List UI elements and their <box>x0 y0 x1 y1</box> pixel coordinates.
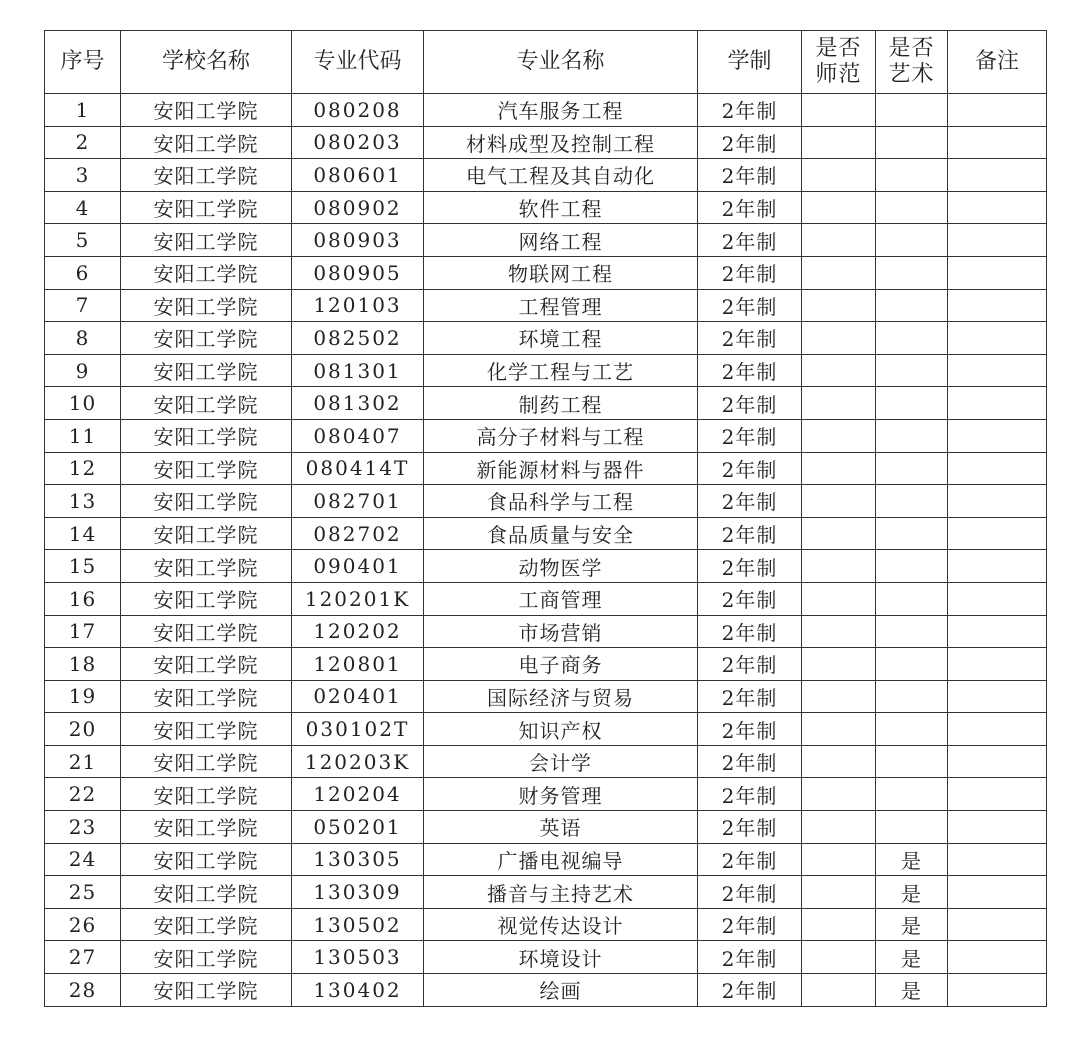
cell-code: 130402 <box>292 974 424 1007</box>
cell-major: 电气工程及其自动化 <box>424 159 698 192</box>
cell-art <box>876 615 948 648</box>
cell-remarks <box>948 615 1047 648</box>
cell-index: 19 <box>45 680 121 713</box>
header-remarks: 备注 <box>948 31 1047 94</box>
cell-school: 安阳工学院 <box>121 289 292 322</box>
table-row <box>45 745 1047 778</box>
cell-school: 安阳工学院 <box>121 713 292 746</box>
table-row <box>45 485 1047 518</box>
cell-normal <box>802 322 876 355</box>
table-row <box>45 550 1047 583</box>
header-art-line1: 是否 <box>888 36 935 61</box>
cell-code: 080601 <box>292 159 424 192</box>
cell-school: 安阳工学院 <box>121 811 292 844</box>
header-index: 序号 <box>45 31 121 94</box>
cell-remarks <box>948 941 1047 974</box>
cell-index: 3 <box>45 159 121 192</box>
cell-code: 081302 <box>292 387 424 420</box>
cell-normal <box>802 615 876 648</box>
cell-normal <box>802 224 876 257</box>
cell-duration: 2年制 <box>698 354 802 387</box>
cell-duration: 2年制 <box>698 94 802 127</box>
cell-remarks <box>948 256 1047 289</box>
cell-major: 工商管理 <box>424 582 698 615</box>
cell-duration: 2年制 <box>698 256 802 289</box>
cell-major: 英语 <box>424 811 698 844</box>
cell-art <box>876 778 948 811</box>
cell-major: 动物医学 <box>424 550 698 583</box>
cell-remarks <box>948 191 1047 224</box>
cell-major: 绘画 <box>424 974 698 1007</box>
cell-major: 食品科学与工程 <box>424 485 698 518</box>
cell-major: 市场营销 <box>424 615 698 648</box>
table-row <box>45 289 1047 322</box>
cell-art <box>876 582 948 615</box>
cell-remarks <box>948 876 1047 909</box>
cell-remarks <box>948 974 1047 1007</box>
cell-duration: 2年制 <box>698 191 802 224</box>
cell-normal <box>802 908 876 941</box>
cell-code: 090401 <box>292 550 424 583</box>
cell-art <box>876 159 948 192</box>
table-row <box>45 713 1047 746</box>
cell-art <box>876 485 948 518</box>
cell-normal <box>802 778 876 811</box>
cell-major: 会计学 <box>424 745 698 778</box>
cell-normal <box>802 419 876 452</box>
cell-art <box>876 289 948 322</box>
cell-remarks <box>948 387 1047 420</box>
table-row <box>45 582 1047 615</box>
cell-normal <box>802 354 876 387</box>
cell-remarks <box>948 485 1047 518</box>
cell-duration: 2年制 <box>698 615 802 648</box>
cell-code: 050201 <box>292 811 424 844</box>
cell-index: 27 <box>45 941 121 974</box>
cell-duration: 2年制 <box>698 289 802 322</box>
cell-school: 安阳工学院 <box>121 224 292 257</box>
cell-normal <box>802 745 876 778</box>
cell-art <box>876 517 948 550</box>
table-row <box>45 126 1047 159</box>
cell-normal <box>802 811 876 844</box>
cell-school: 安阳工学院 <box>121 354 292 387</box>
cell-art: 是 <box>876 908 948 941</box>
cell-art: 是 <box>876 843 948 876</box>
cell-school: 安阳工学院 <box>121 419 292 452</box>
cell-school: 安阳工学院 <box>121 582 292 615</box>
cell-code: 082502 <box>292 322 424 355</box>
cell-school: 安阳工学院 <box>121 126 292 159</box>
cell-school: 安阳工学院 <box>121 322 292 355</box>
cell-duration: 2年制 <box>698 941 802 974</box>
cell-duration: 2年制 <box>698 582 802 615</box>
cell-duration: 2年制 <box>698 745 802 778</box>
cell-art: 是 <box>876 876 948 909</box>
cell-code: 030102T <box>292 713 424 746</box>
cell-major: 国际经济与贸易 <box>424 680 698 713</box>
cell-index: 8 <box>45 322 121 355</box>
cell-normal <box>802 974 876 1007</box>
cell-duration: 2年制 <box>698 811 802 844</box>
cell-remarks <box>948 126 1047 159</box>
header-normal <box>802 31 876 94</box>
cell-art <box>876 419 948 452</box>
cell-code: 130305 <box>292 843 424 876</box>
cell-normal <box>802 191 876 224</box>
cell-index: 12 <box>45 452 121 485</box>
cell-duration: 2年制 <box>698 485 802 518</box>
table-row <box>45 843 1047 876</box>
cell-remarks <box>948 94 1047 127</box>
cell-index: 28 <box>45 974 121 1007</box>
cell-art <box>876 256 948 289</box>
cell-remarks <box>948 517 1047 550</box>
cell-code: 081301 <box>292 354 424 387</box>
cell-school: 安阳工学院 <box>121 517 292 550</box>
cell-index: 15 <box>45 550 121 583</box>
cell-index: 1 <box>45 94 121 127</box>
cell-art <box>876 354 948 387</box>
cell-code: 080903 <box>292 224 424 257</box>
cell-index: 10 <box>45 387 121 420</box>
cell-major: 化学工程与工艺 <box>424 354 698 387</box>
header-art-line2: 艺术 <box>888 62 935 87</box>
header-school: 学校名称 <box>121 31 292 94</box>
cell-remarks <box>948 778 1047 811</box>
cell-code: 020401 <box>292 680 424 713</box>
cell-code: 082702 <box>292 517 424 550</box>
cell-duration: 2年制 <box>698 419 802 452</box>
cell-index: 26 <box>45 908 121 941</box>
cell-major: 制药工程 <box>424 387 698 420</box>
cell-major: 食品质量与安全 <box>424 517 698 550</box>
cell-major: 财务管理 <box>424 778 698 811</box>
cell-art <box>876 126 948 159</box>
table-row <box>45 680 1047 713</box>
cell-duration: 2年制 <box>698 387 802 420</box>
cell-duration: 2年制 <box>698 843 802 876</box>
cell-remarks <box>948 811 1047 844</box>
cell-remarks <box>948 582 1047 615</box>
cell-normal <box>802 126 876 159</box>
cell-duration: 2年制 <box>698 908 802 941</box>
cell-art <box>876 224 948 257</box>
cell-art <box>876 713 948 746</box>
table-row <box>45 648 1047 681</box>
cell-school: 安阳工学院 <box>121 615 292 648</box>
cell-art: 是 <box>876 941 948 974</box>
cell-code: 120801 <box>292 648 424 681</box>
cell-remarks <box>948 452 1047 485</box>
table-row <box>45 256 1047 289</box>
table-body <box>45 94 1047 1007</box>
cell-remarks <box>948 550 1047 583</box>
cell-major: 汽车服务工程 <box>424 94 698 127</box>
table-row <box>45 615 1047 648</box>
table-row <box>45 94 1047 127</box>
cell-normal <box>802 289 876 322</box>
cell-duration: 2年制 <box>698 452 802 485</box>
cell-major: 知识产权 <box>424 713 698 746</box>
table-row <box>45 517 1047 550</box>
cell-normal <box>802 485 876 518</box>
cell-school: 安阳工学院 <box>121 974 292 1007</box>
cell-school: 安阳工学院 <box>121 256 292 289</box>
table-row <box>45 322 1047 355</box>
table-row <box>45 974 1047 1007</box>
table-row <box>45 908 1047 941</box>
cell-remarks <box>948 289 1047 322</box>
cell-index: 23 <box>45 811 121 844</box>
table-row <box>45 354 1047 387</box>
cell-normal <box>802 713 876 746</box>
cell-index: 11 <box>45 419 121 452</box>
cell-duration: 2年制 <box>698 159 802 192</box>
cell-index: 17 <box>45 615 121 648</box>
cell-major: 电子商务 <box>424 648 698 681</box>
cell-remarks <box>948 713 1047 746</box>
cell-code: 130309 <box>292 876 424 909</box>
table-row <box>45 778 1047 811</box>
cell-normal <box>802 94 876 127</box>
cell-major: 新能源材料与器件 <box>424 452 698 485</box>
cell-normal <box>802 582 876 615</box>
cell-normal <box>802 876 876 909</box>
cell-duration: 2年制 <box>698 648 802 681</box>
cell-code: 120103 <box>292 289 424 322</box>
cell-remarks <box>948 419 1047 452</box>
cell-remarks <box>948 680 1047 713</box>
cell-code: 120203K <box>292 745 424 778</box>
header-code: 专业代码 <box>292 31 424 94</box>
cell-school: 安阳工学院 <box>121 745 292 778</box>
cell-index: 16 <box>45 582 121 615</box>
cell-school: 安阳工学院 <box>121 191 292 224</box>
cell-index: 4 <box>45 191 121 224</box>
cell-code: 120202 <box>292 615 424 648</box>
cell-art <box>876 680 948 713</box>
cell-art <box>876 745 948 778</box>
cell-major: 广播电视编导 <box>424 843 698 876</box>
header-art <box>876 31 948 94</box>
cell-remarks <box>948 843 1047 876</box>
cell-remarks <box>948 322 1047 355</box>
cell-major: 物联网工程 <box>424 256 698 289</box>
table-row <box>45 387 1047 420</box>
cell-duration: 2年制 <box>698 974 802 1007</box>
cell-index: 5 <box>45 224 121 257</box>
cell-index: 6 <box>45 256 121 289</box>
cell-index: 9 <box>45 354 121 387</box>
cell-duration: 2年制 <box>698 126 802 159</box>
cell-code: 080407 <box>292 419 424 452</box>
cell-school: 安阳工学院 <box>121 485 292 518</box>
cell-art <box>876 550 948 583</box>
cell-code: 082701 <box>292 485 424 518</box>
cell-art <box>876 94 948 127</box>
table-row <box>45 452 1047 485</box>
header-row <box>45 31 1047 94</box>
cell-code: 080203 <box>292 126 424 159</box>
cell-school: 安阳工学院 <box>121 648 292 681</box>
cell-code: 120201K <box>292 582 424 615</box>
cell-school: 安阳工学院 <box>121 159 292 192</box>
cell-school: 安阳工学院 <box>121 550 292 583</box>
cell-remarks <box>948 908 1047 941</box>
cell-normal <box>802 648 876 681</box>
cell-major: 软件工程 <box>424 191 698 224</box>
header-duration: 学制 <box>698 31 802 94</box>
cell-normal <box>802 387 876 420</box>
cell-normal <box>802 941 876 974</box>
cell-code: 130502 <box>292 908 424 941</box>
cell-school: 安阳工学院 <box>121 843 292 876</box>
cell-school: 安阳工学院 <box>121 876 292 909</box>
cell-normal <box>802 517 876 550</box>
cell-index: 21 <box>45 745 121 778</box>
cell-code: 080208 <box>292 94 424 127</box>
cell-school: 安阳工学院 <box>121 94 292 127</box>
cell-major: 工程管理 <box>424 289 698 322</box>
cell-school: 安阳工学院 <box>121 387 292 420</box>
cell-code: 080414T <box>292 452 424 485</box>
cell-duration: 2年制 <box>698 224 802 257</box>
cell-major: 环境工程 <box>424 322 698 355</box>
cell-remarks <box>948 159 1047 192</box>
cell-remarks <box>948 745 1047 778</box>
cell-index: 14 <box>45 517 121 550</box>
cell-remarks <box>948 224 1047 257</box>
header-normal-line1: 是否 <box>815 36 862 61</box>
cell-school: 安阳工学院 <box>121 680 292 713</box>
cell-index: 18 <box>45 648 121 681</box>
cell-school: 安阳工学院 <box>121 908 292 941</box>
header-normal-line2: 师范 <box>815 62 862 87</box>
cell-art <box>876 648 948 681</box>
cell-code: 080902 <box>292 191 424 224</box>
cell-school: 安阳工学院 <box>121 778 292 811</box>
cell-index: 25 <box>45 876 121 909</box>
table-row <box>45 941 1047 974</box>
table-row <box>45 191 1047 224</box>
cell-duration: 2年制 <box>698 778 802 811</box>
cell-normal <box>802 680 876 713</box>
cell-major: 播音与主持艺术 <box>424 876 698 909</box>
cell-index: 20 <box>45 713 121 746</box>
cell-art <box>876 322 948 355</box>
cell-index: 7 <box>45 289 121 322</box>
cell-school: 安阳工学院 <box>121 941 292 974</box>
cell-art <box>876 811 948 844</box>
cell-normal <box>802 452 876 485</box>
cell-art <box>876 191 948 224</box>
cell-index: 2 <box>45 126 121 159</box>
cell-major: 环境设计 <box>424 941 698 974</box>
cell-index: 13 <box>45 485 121 518</box>
cell-major: 网络工程 <box>424 224 698 257</box>
cell-normal <box>802 550 876 583</box>
cell-duration: 2年制 <box>698 713 802 746</box>
table-row <box>45 876 1047 909</box>
cell-code: 120204 <box>292 778 424 811</box>
cell-school: 安阳工学院 <box>121 452 292 485</box>
table-row <box>45 159 1047 192</box>
majors-table <box>44 30 1047 1007</box>
cell-art <box>876 387 948 420</box>
cell-remarks <box>948 648 1047 681</box>
cell-art: 是 <box>876 974 948 1007</box>
cell-duration: 2年制 <box>698 322 802 355</box>
cell-index: 22 <box>45 778 121 811</box>
header-major: 专业名称 <box>424 31 698 94</box>
cell-code: 130503 <box>292 941 424 974</box>
cell-normal <box>802 159 876 192</box>
table-row <box>45 419 1047 452</box>
cell-index: 24 <box>45 843 121 876</box>
cell-normal <box>802 843 876 876</box>
cell-code: 080905 <box>292 256 424 289</box>
cell-duration: 2年制 <box>698 550 802 583</box>
cell-major: 高分子材料与工程 <box>424 419 698 452</box>
cell-art <box>876 452 948 485</box>
cell-major: 视觉传达设计 <box>424 908 698 941</box>
cell-major: 材料成型及控制工程 <box>424 126 698 159</box>
cell-duration: 2年制 <box>698 680 802 713</box>
cell-duration: 2年制 <box>698 876 802 909</box>
cell-duration: 2年制 <box>698 517 802 550</box>
table-row <box>45 224 1047 257</box>
cell-normal <box>802 256 876 289</box>
table-row <box>45 811 1047 844</box>
cell-remarks <box>948 354 1047 387</box>
